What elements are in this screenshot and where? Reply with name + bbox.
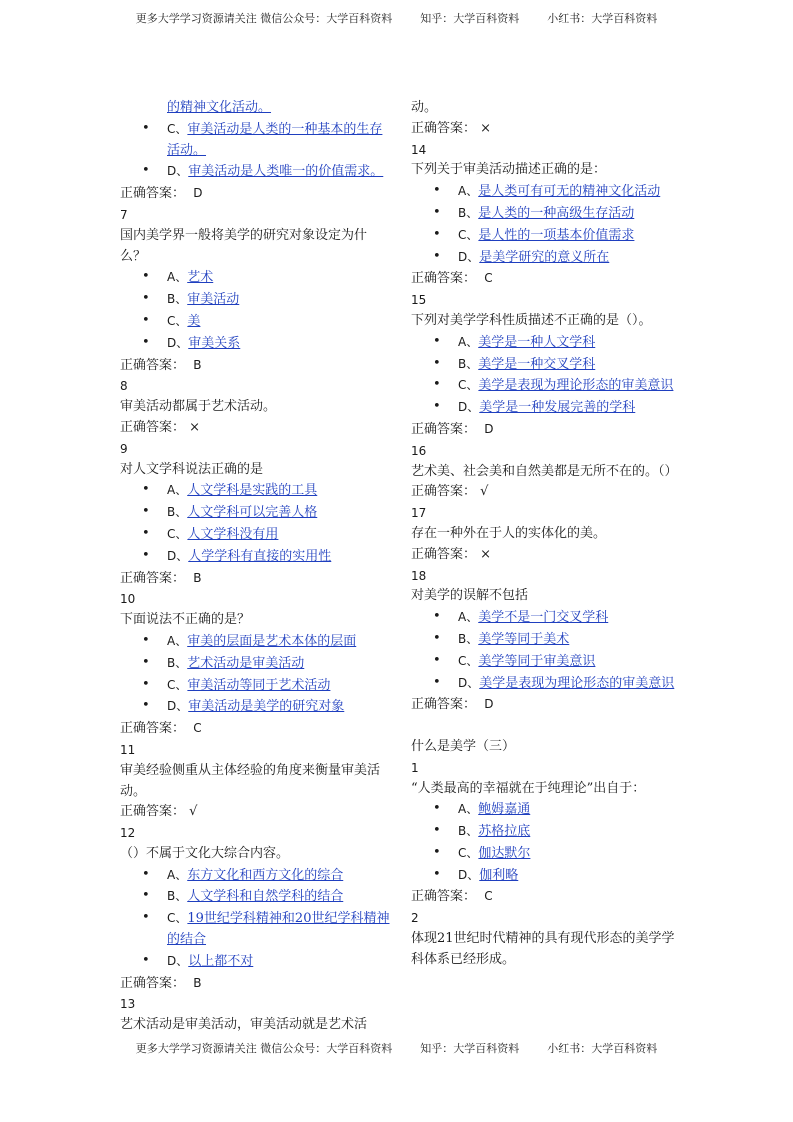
option-link[interactable]: 人文学科可以完善人格 bbox=[187, 505, 318, 521]
option-item: • B、苏格拉底 bbox=[411, 821, 683, 843]
option-item: • D、审美关系 bbox=[120, 333, 392, 355]
question-text: 下列对美学学科性质描述不正确的是（）。 bbox=[411, 312, 652, 328]
option-link[interactable]: 美学等同于美术 bbox=[478, 631, 570, 647]
left-column bbox=[120, 98, 392, 1036]
answer-value: D bbox=[484, 697, 494, 712]
answer-value: C bbox=[484, 889, 493, 904]
option-link[interactable]: 苏格拉底 bbox=[478, 824, 531, 840]
question-text: 下面说法不正确的是？ bbox=[120, 612, 251, 628]
question-number: 13 bbox=[120, 997, 136, 1012]
option-link[interactable]: 伽利略 bbox=[479, 867, 519, 883]
question-number: 17 bbox=[411, 506, 427, 521]
option-link[interactable]: 美学是表现为理论形态的审美意识 bbox=[478, 378, 674, 394]
answer-line: 正确答案： B bbox=[120, 570, 202, 586]
question-text: 审美经验侧重从主体经验的角度来衡量审美活动。 bbox=[120, 762, 381, 799]
question-text: 体现21世纪时代精神的具有现代形态的美学学科体系已经形成。 bbox=[411, 931, 675, 967]
answer-line: 正确答案： B bbox=[120, 975, 202, 991]
question-text: “人类最高的幸福就在于纯理论”出自于： bbox=[411, 780, 646, 796]
question-number: 11 bbox=[120, 742, 136, 757]
option-link[interactable]: 美学等同于审美意识 bbox=[478, 653, 596, 669]
page-footer: 更多大学学习资源请关注 微信公众号：大学百科资料 知乎：大学百科资料 小红书：大学百科资料 bbox=[135, 1042, 658, 1055]
question-number: 16 bbox=[411, 443, 427, 458]
question-text: 对人文学科说法正确的是 bbox=[120, 461, 264, 477]
option-link[interactable]: 人学学科有直接的实用性 bbox=[188, 548, 332, 564]
answer-line: 正确答案： C bbox=[120, 721, 202, 737]
option-item: • B、是人类的一种高级生存活动 bbox=[411, 203, 683, 225]
option-link[interactable]: 艺术活动是审美活动 bbox=[187, 655, 305, 671]
option-link[interactable]: 审美活动等同于艺术活动 bbox=[187, 677, 331, 693]
option-item: • B、艺术活动是审美活动 bbox=[120, 653, 392, 675]
option-item: • A、艺术 bbox=[120, 267, 392, 289]
question-text: 存在一种外在于人的实体化的美。 bbox=[411, 525, 607, 541]
option-item: • C、美 bbox=[120, 311, 392, 333]
option-item: • C、美学等同于审美意识 bbox=[411, 651, 683, 673]
answer-value: × bbox=[480, 546, 492, 562]
option-link[interactable]: 的精神文化活动。 bbox=[167, 100, 272, 115]
option-link[interactable]: 是人性的一项基本价值需求 bbox=[478, 227, 635, 243]
question-text: 对美学的误解不包括 bbox=[411, 588, 529, 604]
option-item: • C、审美活动是人类的一种基本的生存活动。 bbox=[120, 119, 392, 162]
option-item: • A、东方文化和西方文化的综合 bbox=[120, 865, 392, 887]
question-text-continuation: 动。 bbox=[411, 100, 438, 115]
answer-value: × bbox=[480, 120, 492, 136]
option-link[interactable]: 美学是表现为理论形态的审美意识 bbox=[479, 675, 675, 691]
option-link[interactable]: 美学是一种发展完善的学科 bbox=[479, 400, 636, 416]
option-link[interactable]: 艺术 bbox=[187, 270, 214, 286]
answer-line: 正确答案： × bbox=[120, 419, 201, 435]
option-item: • B、美学等同于美术 bbox=[411, 629, 683, 651]
option-item: • C、审美活动等同于艺术活动 bbox=[120, 675, 392, 697]
section-gap bbox=[411, 716, 683, 737]
answer-line: 正确答案： D bbox=[120, 186, 203, 202]
option-item: • C、19世纪学科精神和20世纪学科精神的结合 bbox=[120, 908, 392, 951]
answer-value: C bbox=[484, 271, 493, 286]
option-link[interactable]: 审美活动是美学的研究对象 bbox=[188, 699, 345, 715]
question-number: 10 bbox=[120, 592, 136, 607]
option-item: • A、美学不是一门交叉学科 bbox=[411, 607, 683, 629]
option-link[interactable]: 东方文化和西方文化的综合 bbox=[187, 867, 344, 883]
option-link[interactable]: 审美关系 bbox=[188, 335, 241, 351]
option-item: • A、美学是一种人文学科 bbox=[411, 332, 683, 354]
option-link[interactable]: 人文学科是实践的工具 bbox=[187, 483, 318, 499]
question-number: 8 bbox=[120, 379, 128, 394]
question-number: 2 bbox=[411, 911, 419, 926]
option-link[interactable]: 审美活动是人类唯一的价值需求。 bbox=[188, 164, 384, 180]
answer-value: B bbox=[193, 570, 202, 585]
option-link[interactable]: 审美的层面是艺术本体的层面 bbox=[187, 633, 357, 649]
question-text: （）不属于文化大综合内容。 bbox=[120, 845, 290, 861]
answer-line: 正确答案： √ bbox=[411, 484, 489, 500]
option-link[interactable]: 人文学科和自然学科的结合 bbox=[187, 889, 344, 905]
option-item: • D、美学是一种发展完善的学科 bbox=[411, 397, 683, 419]
answer-value: √ bbox=[480, 484, 489, 500]
option-item: • C、伽达默尔 bbox=[411, 843, 683, 865]
option-item: • C、美学是表现为理论形态的审美意识 bbox=[411, 375, 683, 397]
answer-line: 正确答案： √ bbox=[120, 804, 198, 820]
option-item: • C、人文学科没有用 bbox=[120, 524, 392, 546]
question-number: 1 bbox=[411, 760, 419, 775]
answer-line: 正确答案： D bbox=[411, 421, 494, 437]
option-item: • B、审美活动 bbox=[120, 289, 392, 311]
question-number: 15 bbox=[411, 293, 427, 308]
page-header: 更多大学学习资源请关注 微信公众号：大学百科资料 知乎：大学百科资料 小红书：大学百科资料 bbox=[135, 12, 658, 25]
answer-value: D bbox=[484, 421, 494, 436]
option-continuation bbox=[120, 98, 392, 119]
option-item: • A、是人类可有可无的精神文化活动 bbox=[411, 181, 683, 203]
answer-value: C bbox=[193, 721, 202, 736]
answer-line: 正确答案： × bbox=[411, 546, 492, 562]
option-item: • A、人文学科是实践的工具 bbox=[120, 480, 392, 502]
question-number: 18 bbox=[411, 568, 427, 583]
question-number: 12 bbox=[120, 826, 136, 841]
option-item: • B、人文学科和自然学科的结合 bbox=[120, 886, 392, 908]
answer-line: 正确答案： C bbox=[411, 889, 493, 905]
option-link[interactable]: 鲍姆嘉通 bbox=[478, 802, 531, 818]
option-item: • D、人学学科有直接的实用性 bbox=[120, 546, 392, 568]
option-item: • C、是人性的一项基本价值需求 bbox=[411, 225, 683, 247]
question-number: 7 bbox=[120, 207, 128, 222]
question-number: 9 bbox=[120, 441, 128, 456]
question-text: 艺术活动是审美活动，审美活动就是艺术活 bbox=[120, 1017, 368, 1033]
answer-value: √ bbox=[189, 804, 198, 820]
answer-line: 正确答案： C bbox=[411, 271, 493, 287]
question-text: 艺术美、社会美和自然美都是无所不在的。（） bbox=[411, 463, 678, 479]
right-column bbox=[411, 98, 683, 971]
option-link[interactable]: 人文学科没有用 bbox=[187, 526, 279, 542]
answer-line: 正确答案： B bbox=[120, 357, 202, 373]
option-link[interactable]: 审美活动是人类的一种基本的生存活动。 bbox=[167, 121, 383, 158]
option-link[interactable]: 是美学研究的意义所在 bbox=[479, 249, 610, 265]
option-item: • D、审美活动是美学的研究对象 bbox=[120, 696, 392, 718]
option-item: • B、美学是一种交叉学科 bbox=[411, 354, 683, 376]
section-title: 什么是美学（三） bbox=[411, 738, 516, 754]
option-item: • A、鲍姆嘉通 bbox=[411, 799, 683, 821]
question-text: 国内美学界一般将美学的研究对象设定为什么？ bbox=[120, 227, 368, 264]
answer-value: B bbox=[193, 975, 202, 990]
option-item: • D、是美学研究的意义所在 bbox=[411, 247, 683, 269]
option-link[interactable]: 美学是一种交叉学科 bbox=[478, 356, 596, 372]
answer-line: 正确答案： × bbox=[411, 120, 492, 136]
option-link[interactable]: 美学不是一门交叉学科 bbox=[478, 610, 609, 626]
answer-value: B bbox=[193, 357, 202, 372]
option-item: • B、人文学科可以完善人格 bbox=[120, 502, 392, 524]
answer-value: × bbox=[189, 419, 201, 435]
option-item: • D、美学是表现为理论形态的审美意识 bbox=[411, 673, 683, 695]
option-item: • D、审美活动是人类唯一的价值需求。 bbox=[120, 161, 392, 183]
option-link[interactable]: 是人类的一种高级生存活动 bbox=[478, 205, 635, 221]
answer-value: D bbox=[193, 186, 203, 201]
option-link[interactable]: 审美活动 bbox=[187, 292, 240, 308]
option-link[interactable]: 美学是一种人文学科 bbox=[478, 334, 596, 350]
option-link[interactable]: 伽达默尔 bbox=[478, 845, 531, 861]
question-number: 14 bbox=[411, 142, 427, 157]
option-link[interactable]: 美 bbox=[187, 313, 201, 329]
option-link[interactable]: 是人类可有可无的精神文化活动 bbox=[478, 184, 661, 200]
option-item: • D、以上都不对 bbox=[120, 951, 392, 973]
question-text: 下列关于审美活动描述正确的是： bbox=[411, 162, 607, 178]
option-link[interactable]: 以上都不对 bbox=[188, 953, 254, 969]
option-item: • A、审美的层面是艺术本体的层面 bbox=[120, 631, 392, 653]
answer-line: 正确答案： D bbox=[411, 697, 494, 713]
option-item: • D、伽利略 bbox=[411, 865, 683, 887]
question-text: 审美活动都属于艺术活动。 bbox=[120, 399, 277, 415]
option-link[interactable]: 19世纪学科精神和20世纪学科精神的结合 bbox=[167, 911, 390, 948]
